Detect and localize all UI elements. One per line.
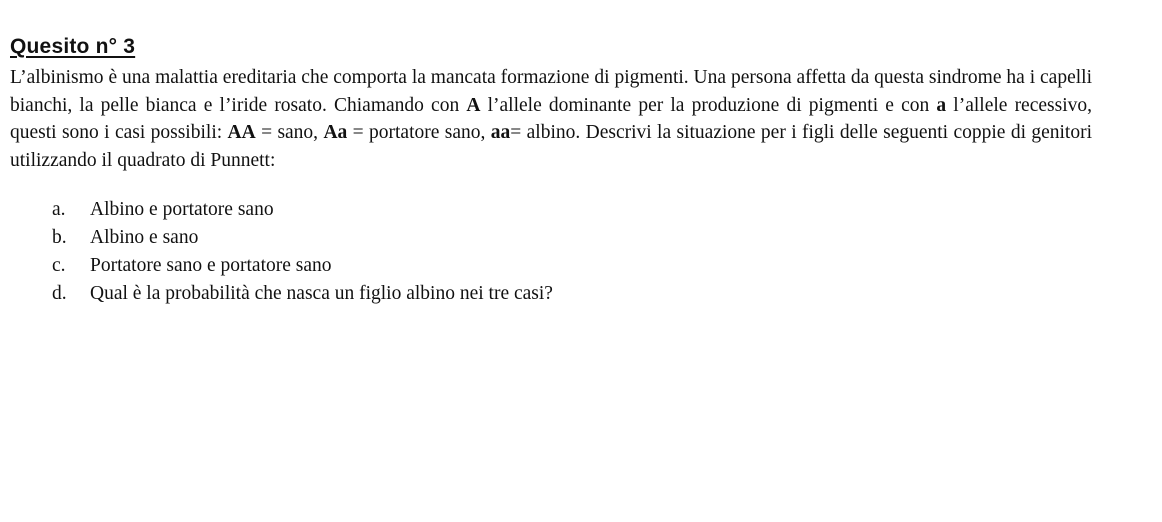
recessive-allele-symbol: a: [936, 94, 947, 116]
question-title: Quesito n° 3: [10, 35, 136, 58]
list-item-text: Albino e portatore sano: [90, 199, 274, 220]
document-page: [10, 34, 1092, 308]
dominant-allele-symbol: A: [466, 94, 481, 116]
list-marker: a.: [52, 199, 66, 220]
paragraph-text: l’allele dominante per la produzione di pigmenti e con: [480, 94, 937, 116]
list-marker: c.: [52, 255, 66, 276]
list-item-text: Albino e sano: [90, 227, 199, 248]
paragraph-text: L’albinismo è una malattia ereditaria che comporta la mancata formazione di pigmenti. Una persona affetta da questa sindrome ha i capelli bianchi, la pelle bianca e l’iride rosato. Chiamando con: [10, 67, 1092, 116]
list-item: [52, 196, 1092, 224]
question-list: [10, 196, 1092, 308]
list-item: [52, 224, 1092, 252]
paragraph-text: = albino. Descrivi la situazione per i figli delle seguenti coppie di genitori utilizzando il quadrato di Punnett:: [10, 122, 1093, 171]
question-paragraph: [10, 64, 1092, 174]
list-item-text: Portatore sano e portatore sano: [90, 255, 332, 276]
list-item: [52, 280, 1092, 308]
list-item: [52, 252, 1092, 280]
list-item-text: Qual è la probabilità che nasca un figlio albino nei tre casi?: [90, 283, 553, 304]
paragraph-text: l’allele recessivo, questi sono i casi possibili:: [10, 94, 1092, 143]
paragraph-text: = portatore sano,: [347, 122, 491, 143]
list-marker: b.: [52, 227, 67, 248]
paragraph-text: = sano,: [255, 122, 324, 143]
genotype-homozygous-recessive: aa: [490, 122, 511, 143]
genotype-heterozygous: Aa: [323, 122, 348, 143]
genotype-homozygous-dominant: AA: [227, 122, 256, 143]
list-marker: d.: [52, 283, 67, 304]
